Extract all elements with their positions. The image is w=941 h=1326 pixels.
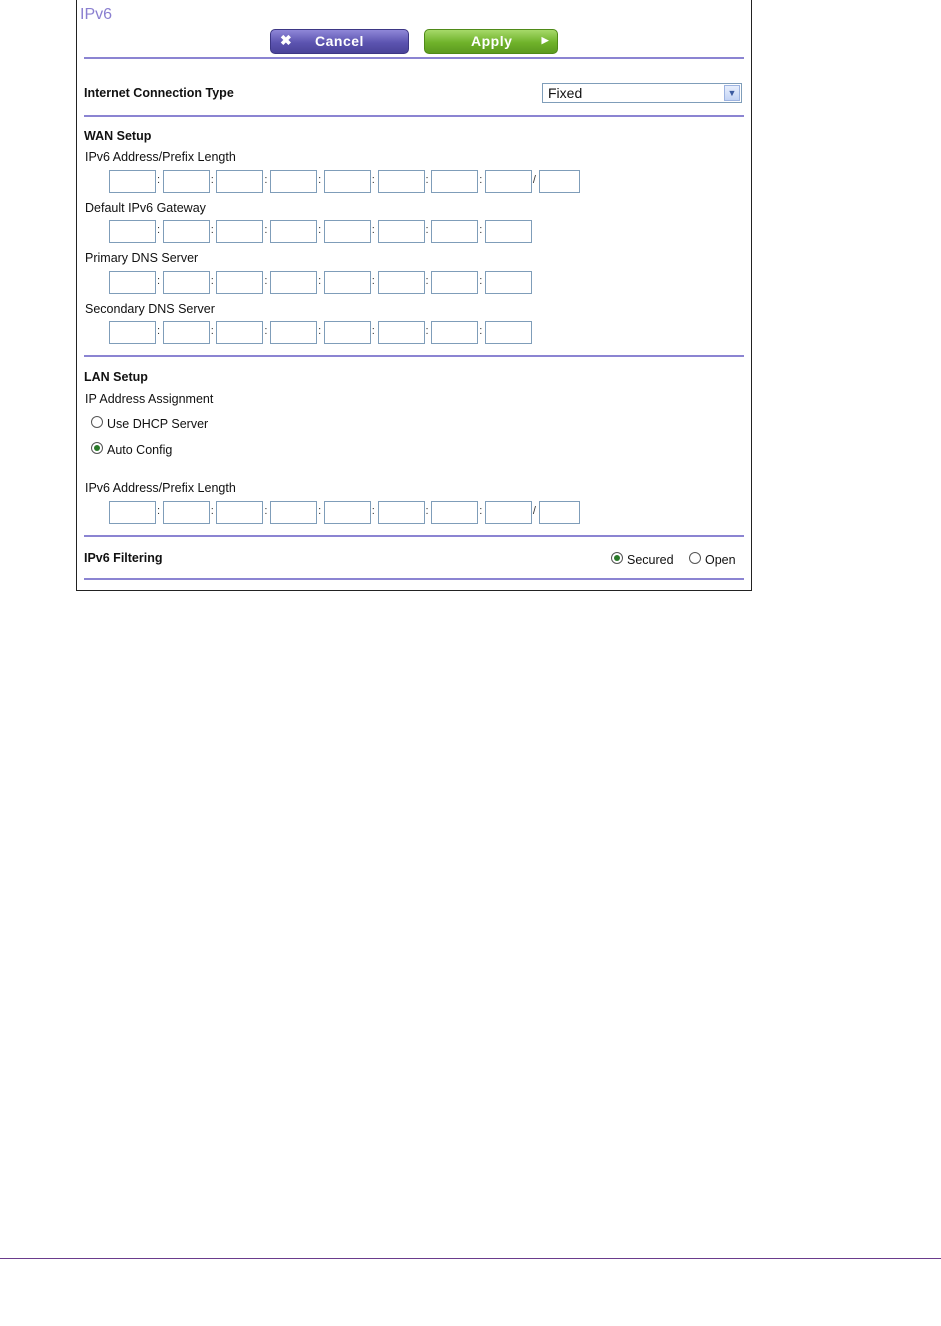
segment-separator: : xyxy=(318,325,322,337)
ipv6-segment-input[interactable] xyxy=(324,271,371,294)
segment-separator: : xyxy=(157,224,161,236)
connection-type-select[interactable] xyxy=(542,83,742,103)
segment-separator: : xyxy=(318,224,322,236)
ipv6-segment-input[interactable] xyxy=(431,501,478,524)
use-dhcp-radio[interactable] xyxy=(91,416,103,428)
segment-separator: : xyxy=(371,275,375,287)
ipv6-segment-input[interactable] xyxy=(216,170,263,193)
ipv6-segment-input[interactable] xyxy=(109,501,156,524)
segment-separator: : xyxy=(371,174,375,186)
lan-setup-title: LAN Setup xyxy=(84,370,148,384)
ipv6-segment-input[interactable] xyxy=(216,271,263,294)
connection-type-value: Fixed xyxy=(548,85,583,101)
prefix-separator: / xyxy=(532,174,536,186)
ipv6-segment-input[interactable] xyxy=(109,321,156,344)
segment-separator: : xyxy=(371,505,375,517)
ipv6-segment-input[interactable] xyxy=(324,501,371,524)
ipv6-segment-input[interactable] xyxy=(163,170,210,193)
segment-separator: : xyxy=(371,224,375,236)
segment-separator: : xyxy=(210,224,214,236)
ipv6-settings-panel xyxy=(76,0,752,591)
ipv6-segment-input[interactable] xyxy=(431,220,478,243)
cancel-label: Cancel xyxy=(315,33,364,49)
prefix-separator: / xyxy=(532,505,536,517)
cancel-button[interactable] xyxy=(270,29,409,54)
ipv6-segment-input[interactable] xyxy=(270,170,317,193)
segment-separator: : xyxy=(264,174,268,186)
segment-separator: : xyxy=(425,224,429,236)
wan-setup-title: WAN Setup xyxy=(84,129,152,143)
segment-separator: : xyxy=(371,325,375,337)
segment-separator: : xyxy=(210,174,214,186)
ipv6-segment-input[interactable] xyxy=(270,271,317,294)
ipv6-segment-input[interactable] xyxy=(431,271,478,294)
page-title: IPv6 xyxy=(80,6,113,23)
divider xyxy=(84,115,744,117)
divider xyxy=(84,578,744,580)
segment-separator: : xyxy=(479,224,483,236)
chevron-down-icon: ▼ xyxy=(724,85,740,101)
prefix-length-input[interactable] xyxy=(539,170,580,193)
ipv6-segment-input[interactable] xyxy=(216,501,263,524)
segment-separator: : xyxy=(318,505,322,517)
ipv6-segment-input[interactable] xyxy=(109,170,156,193)
segment-separator: : xyxy=(264,275,268,287)
divider xyxy=(84,535,744,537)
segment-separator: : xyxy=(157,275,161,287)
segment-separator: : xyxy=(479,275,483,287)
secured-radio[interactable] xyxy=(611,552,623,564)
segment-separator: : xyxy=(425,275,429,287)
divider xyxy=(84,355,744,357)
ipv6-segment-input[interactable] xyxy=(163,271,210,294)
ip-assignment-label: IP Address Assignment xyxy=(85,392,214,406)
apply-label: Apply xyxy=(471,33,513,49)
segment-separator: : xyxy=(210,275,214,287)
connection-type-label: Internet Connection Type xyxy=(84,86,234,100)
segment-separator: : xyxy=(264,325,268,337)
apply-button[interactable] xyxy=(424,29,558,54)
footer-divider xyxy=(0,1258,941,1259)
auto-config-radio[interactable] xyxy=(91,442,103,454)
wan-ipv6-label: IPv6 Address/Prefix Length xyxy=(85,150,236,164)
lan-ipv6-label: IPv6 Address/Prefix Length xyxy=(85,481,236,495)
ipv6-segment-input[interactable] xyxy=(270,220,317,243)
segment-separator: : xyxy=(157,505,161,517)
ipv6-segment-input[interactable] xyxy=(485,321,532,344)
close-icon: ✖ xyxy=(280,32,293,48)
segment-separator: : xyxy=(425,325,429,337)
segment-separator: : xyxy=(318,174,322,186)
segment-separator: : xyxy=(157,325,161,337)
segment-separator: : xyxy=(479,505,483,517)
ipv6-segment-input[interactable] xyxy=(485,170,532,193)
segment-separator: : xyxy=(479,325,483,337)
ipv6-segment-input[interactable] xyxy=(378,170,425,193)
divider xyxy=(84,57,744,59)
ipv6-segment-input[interactable] xyxy=(163,501,210,524)
ipv6-segment-input[interactable] xyxy=(378,220,425,243)
ipv6-segment-input[interactable] xyxy=(485,220,532,243)
segment-separator: : xyxy=(264,505,268,517)
ipv6-segment-input[interactable] xyxy=(485,271,532,294)
ipv6-segment-input[interactable] xyxy=(485,501,532,524)
auto-config-label: Auto Config xyxy=(107,443,173,457)
secondary-dns-label: Secondary DNS Server xyxy=(85,302,215,316)
ipv6-segment-input[interactable] xyxy=(109,271,156,294)
segment-separator: : xyxy=(157,174,161,186)
ipv6-segment-input[interactable] xyxy=(431,170,478,193)
prefix-length-input[interactable] xyxy=(539,501,580,524)
open-radio[interactable] xyxy=(689,552,701,564)
segment-separator: : xyxy=(210,505,214,517)
ipv6-segment-input[interactable] xyxy=(270,321,317,344)
ipv6-segment-input[interactable] xyxy=(378,271,425,294)
ipv6-segment-input[interactable] xyxy=(324,321,371,344)
segment-separator: : xyxy=(425,174,429,186)
segment-separator: : xyxy=(210,325,214,337)
ipv6-segment-input[interactable] xyxy=(216,321,263,344)
use-dhcp-label: Use DHCP Server xyxy=(107,417,209,431)
ipv6-segment-input[interactable] xyxy=(109,220,156,243)
segment-separator: : xyxy=(479,174,483,186)
ipv6-segment-input[interactable] xyxy=(270,501,317,524)
ipv6-segment-input[interactable] xyxy=(378,321,425,344)
ipv6-segment-input[interactable] xyxy=(163,220,210,243)
ipv6-filtering-label: IPv6 Filtering xyxy=(84,551,163,565)
segment-separator: : xyxy=(425,505,429,517)
ipv6-segment-input[interactable] xyxy=(378,501,425,524)
primary-dns-label: Primary DNS Server xyxy=(85,251,199,265)
segment-separator: : xyxy=(264,224,268,236)
arrow-right-icon: ▶ xyxy=(541,35,549,45)
segment-separator: : xyxy=(318,275,322,287)
ipv6-segment-input[interactable] xyxy=(324,170,371,193)
ipv6-segment-input[interactable] xyxy=(216,220,263,243)
open-label: Open xyxy=(705,553,736,567)
ipv6-segment-input[interactable] xyxy=(163,321,210,344)
gateway-label: Default IPv6 Gateway xyxy=(85,201,206,215)
secured-label: Secured xyxy=(627,553,674,567)
ipv6-segment-input[interactable] xyxy=(431,321,478,344)
ipv6-segment-input[interactable] xyxy=(324,220,371,243)
